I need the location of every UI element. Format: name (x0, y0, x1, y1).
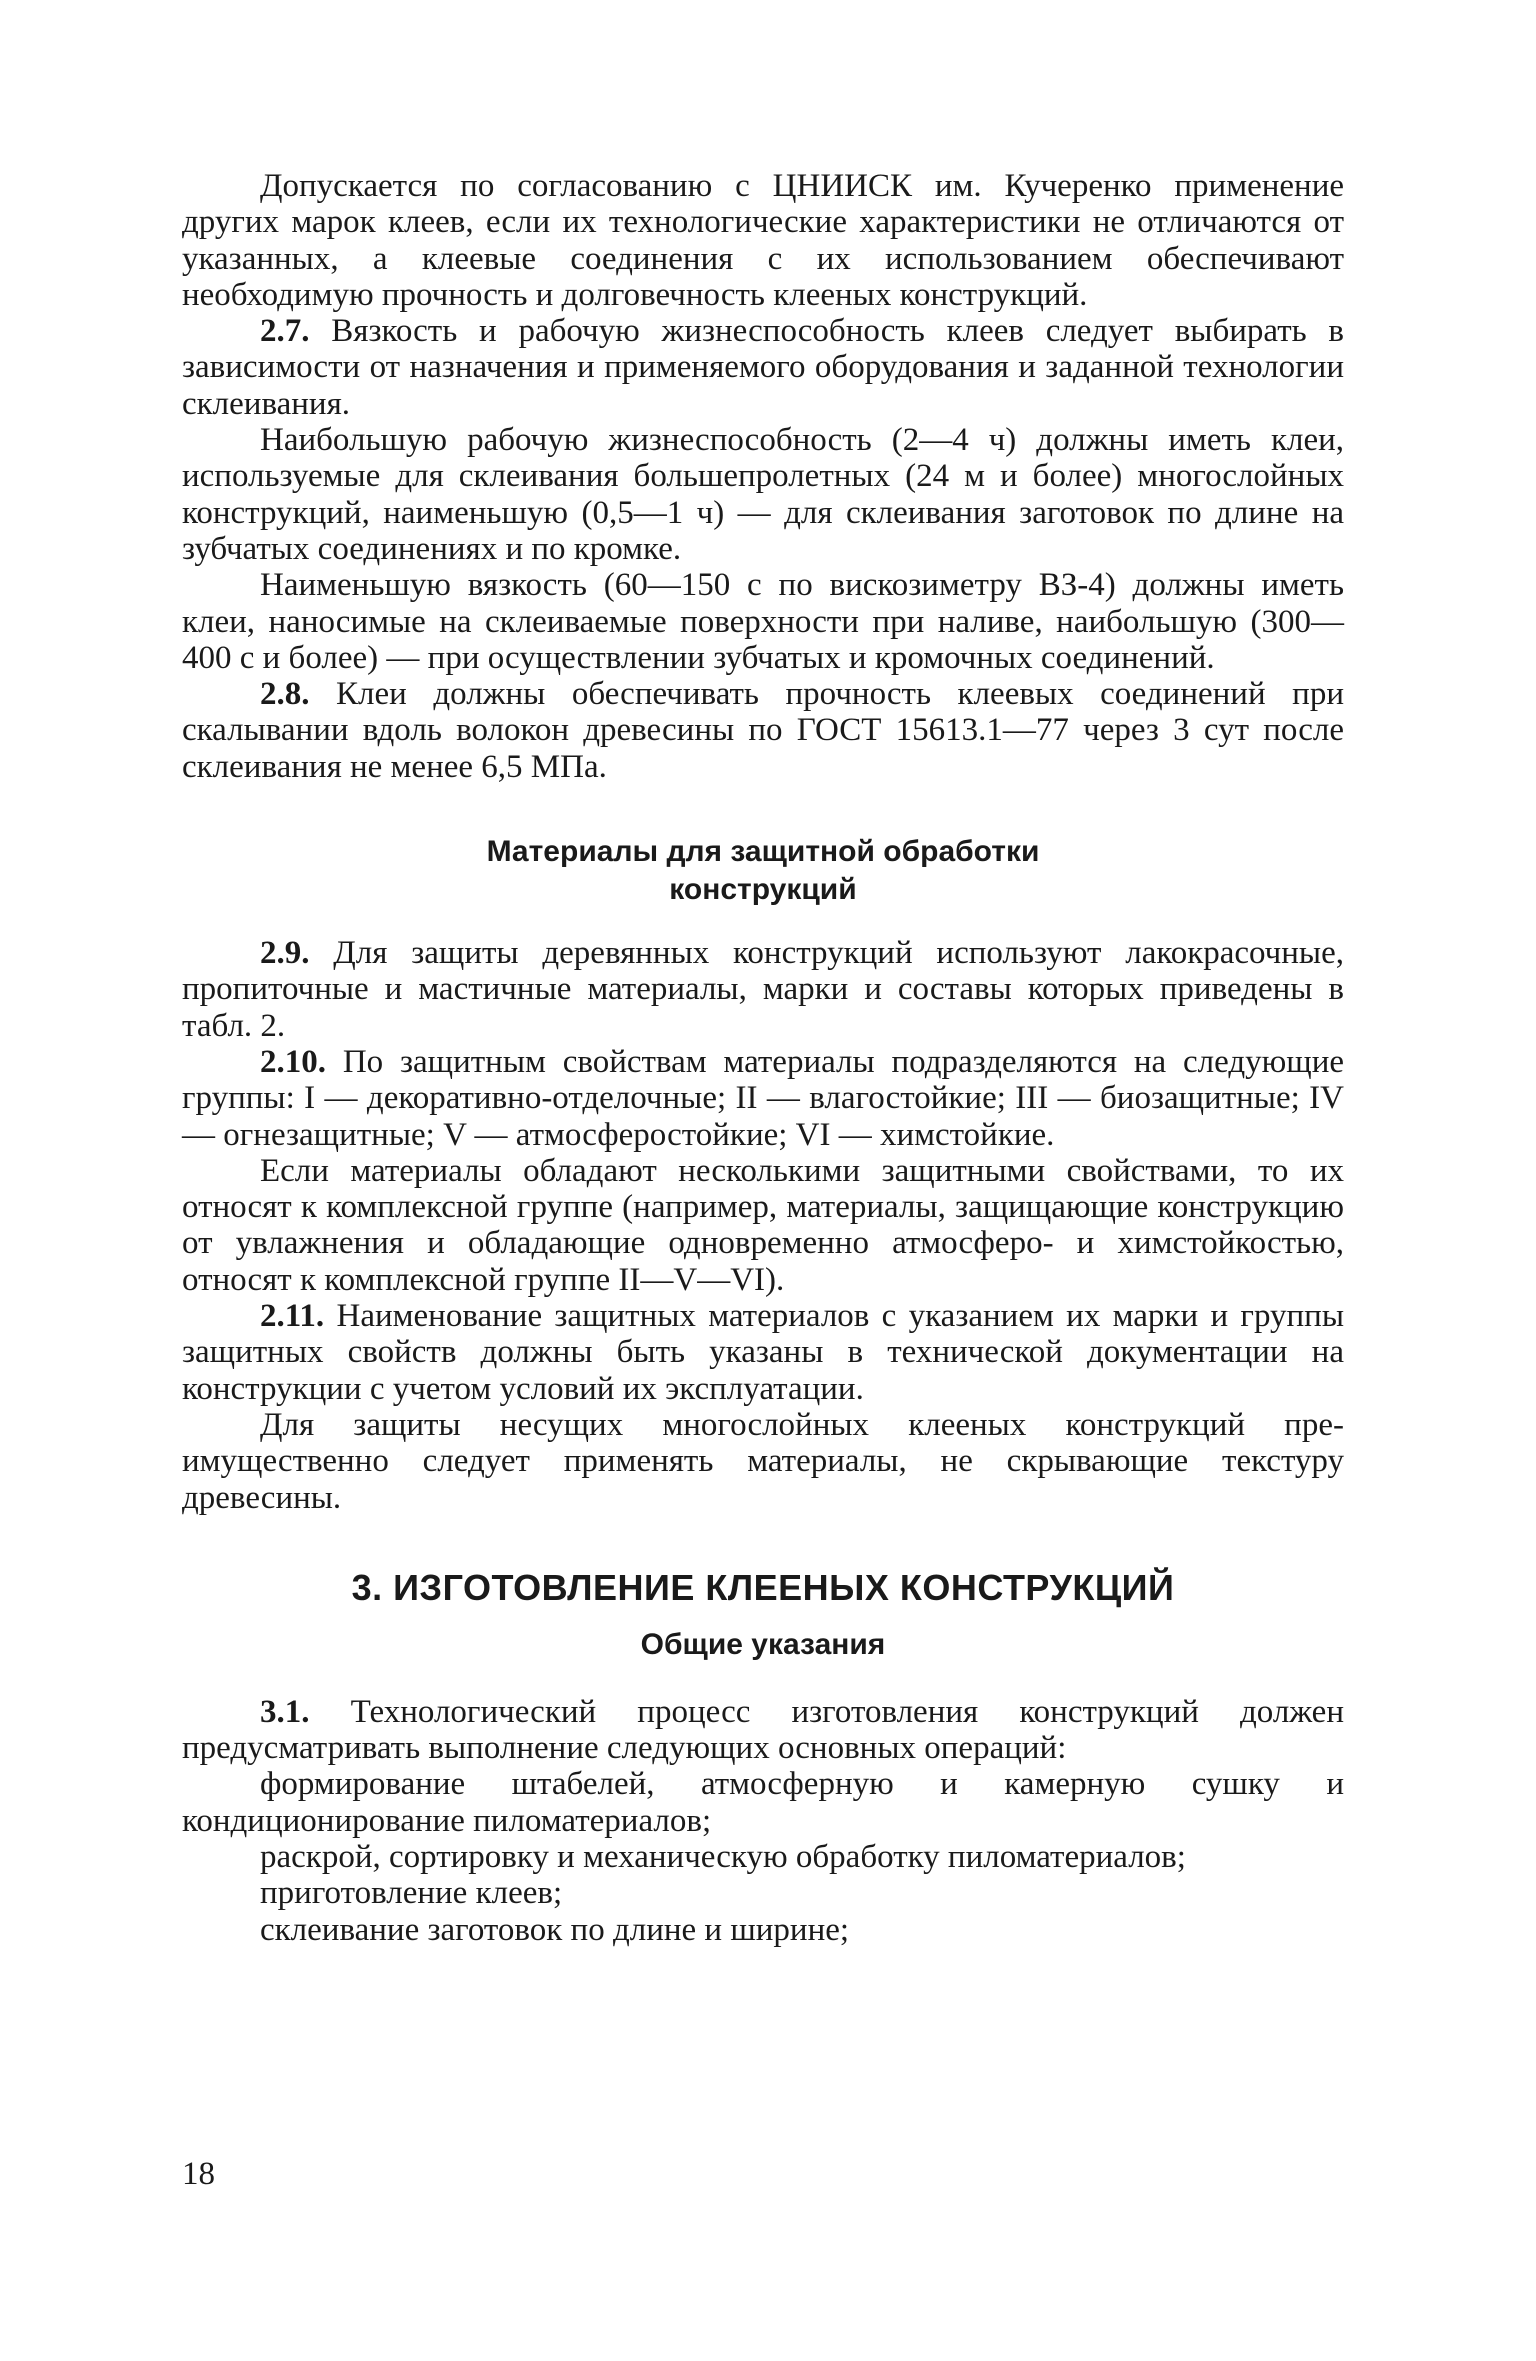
paragraph-2-7: 2.7. Вязкость и рабочую жизнеспособность клеев следует выбирать в зависимости от назначения и применяемого оборудования и заданной технологии склеивания. (182, 313, 1344, 422)
page-body (182, 168, 1344, 1948)
subheading-general: Общие указания (640, 1627, 886, 1661)
page-number: 18 (182, 2156, 215, 2192)
list-item: приготовление клеев; (260, 1875, 563, 1912)
list-item: формирование штабелей, атмосферную и камерную сушку и кондиционирование пиломатериалов; (182, 1766, 1344, 1839)
section-title: 3. ИЗГОТОВЛЕНИЕ КЛЕЕНЫХ КОНСТРУКЦИЙ (351, 1566, 1175, 1608)
paragraph: Допускается по согласованию с ЦНИИСК им. Кучеренко применение других марок клеев, если их технологические характеристики не отличаются от указанных, а клеевые соединения с их использованием обеспечивают необходимую прочность и долговечность клееных конструкций. (182, 168, 1344, 313)
paragraph-3-1: 3.1. Технологический процесс изготовления конструкций должен предусматривать выполнение следующих основных операций: (182, 1693, 1344, 1767)
paragraph: Наибольшую рабочую жизнеспособность (2—4 ч) должны иметь клеи, используемые для склеивания большепролетных (24 м и более) многослойных конструкций, наименьшую (0,5—1 ч) — для склеивания заготовок по длине на зубчатых соединениях и по кромке. (182, 422, 1344, 567)
paragraph-2-8: 2.8. Клеи должны обеспечивать прочность клеевых соединений при скалывании вдоль волокон древесины по ГОСТ 15613.1—77 через 3 сут после склеивания не менее 6,5 МПа. (182, 676, 1344, 785)
paragraph-2-10: 2.10. По защитным свойствам материалы подразделяются на следующие группы: I — декоративно-отделочные; II — влагостойкие; III — биозащитные; IV — огнезащитные; V — атмосферостойкие; VI — химстойкие. (182, 1043, 1344, 1153)
paragraph-2-11: 2.11. Наименование защитных материалов с указанием их марки и группы защитных свойств должны быть указаны в технической документации на конструкции с учетом условий их эксплуатации. (182, 1298, 1344, 1407)
clause-number: 2.11. (260, 1298, 325, 1335)
clause-number: 2.7. (260, 313, 310, 350)
clause-number: 2.9. (260, 935, 310, 972)
paragraph-2-9: 2.9. Для защиты деревянных конструкций используют лакокрасочные, пропиточные и мастичные материалы, марки и составы которых приведены в табл. 2. (182, 935, 1344, 1044)
subheading-protective-materials: Материалы для защитной обработки конструкций (486, 835, 1040, 907)
paragraph: Если материалы обладают несколькими защитными свойствами, то их относят к комплексной группе (например, материалы, защищающие конструкцию от увлажнения и обладающие одновременно атмосферо- и химстойкостью, относят к комплексной группе II—V—VI). (182, 1152, 1344, 1298)
clause-number: 2.8. (260, 676, 310, 713)
clause-number: 3.1. (260, 1693, 310, 1730)
list-item: раскрой, сортировку и механическую обработку пиломатериалов; (260, 1838, 1186, 1875)
paragraph: Наименьшую вязкость (60—150 с по вискозиметру ВЗ-4) должны иметь клеи, наносимые на склеиваемые поверхности при наливе, наибольшую (300—400 с и более) — при осуществлении зубчатых и кромочных соединений. (182, 567, 1344, 676)
clause-number: 2.10. (260, 1043, 326, 1080)
list-item: склеивание заготовок по длине и ширине; (260, 1911, 850, 1948)
paragraph: Для защиты несущих многослойных клееных конструкций преимущественно следует применять материалы, не скрывающие текстуру древесины. (182, 1406, 1344, 1516)
